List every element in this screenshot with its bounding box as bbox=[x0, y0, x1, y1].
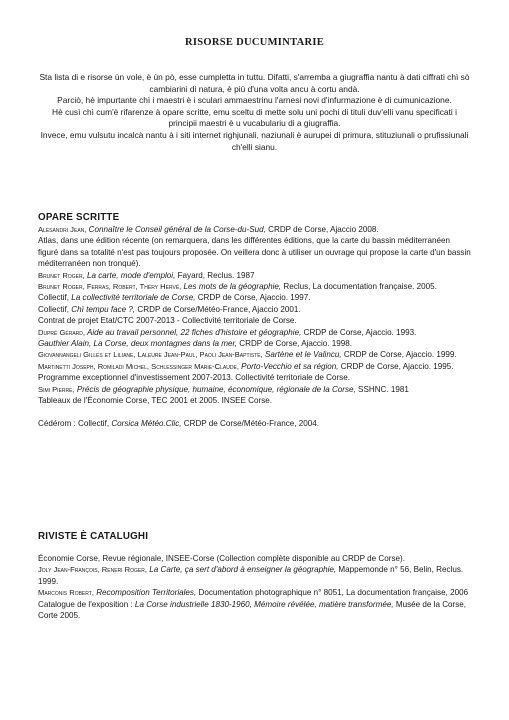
entry-author: Cédérom : Collectif, bbox=[38, 418, 110, 428]
bibliography-entry bbox=[38, 418, 471, 429]
entry-title: Gauthier Alain, La Corse, deux montagnes dans la mer, bbox=[38, 339, 238, 349]
entry-text: Programme exceptionnel d'investissement 2007-2013. Collectivité territoriale de Corse. bbox=[38, 373, 350, 383]
bibliography-entry bbox=[38, 587, 471, 598]
entry-publisher: Reclus, La documentation française. 2005. bbox=[281, 282, 437, 292]
entry-text: Contrat de projet Etat/CTC 2007-2013 - Collectivité territoriale de Corse. bbox=[38, 316, 297, 326]
riviste-list bbox=[38, 553, 471, 621]
entry-title: Les mots de la géographie, bbox=[181, 282, 282, 292]
bibliography-entry bbox=[38, 304, 471, 315]
entry-publisher: Musée de la Corse, Corte 2005. bbox=[38, 599, 467, 621]
entry-title: Connaître le Conseil général de la Corse-du-Sud, bbox=[86, 225, 266, 234]
entry-author: Brunet Roger, bbox=[38, 270, 85, 280]
entry-author: Catalogue de l'exposition : bbox=[38, 599, 133, 609]
entry-publisher: CRDP de Corse, Ajaccio. 1993. bbox=[301, 327, 417, 337]
bibliography-entry bbox=[38, 270, 471, 281]
bibliography-entry bbox=[38, 361, 471, 372]
entry-text: Économie Corse, Revue régionale, INSEE-Corse (Collection complète disponible au CRDP de Corse). bbox=[38, 554, 405, 563]
bibliography-entry bbox=[38, 224, 471, 235]
entry-publisher: Documentation photographique n° 8051, La documentation française, 2006 bbox=[196, 588, 469, 598]
entry-author: Giovannangeli Gilles et Liliane, Laleure Jean-Paul, Paoli Jean-Baptiste, bbox=[38, 350, 263, 360]
bibliography-entry bbox=[38, 372, 471, 383]
entry-publisher: Fayard, Reclus. 1987 bbox=[175, 270, 255, 280]
entry-title: Chì tempu face ?, bbox=[69, 304, 136, 314]
entry-publisher: CRDP de Corse, Ajaccio. 1997. bbox=[195, 293, 311, 303]
section-heading-opare: OPARE SCRITTE bbox=[38, 212, 120, 223]
entry-publisher: CRDP de Corse/Météo-France, 2004. bbox=[181, 418, 320, 428]
bibliography-entry bbox=[38, 315, 471, 326]
entry-publisher: CRDP de Corse, Ajaccio. 1998. bbox=[237, 339, 353, 349]
entry-publisher: CRDP de Corse/Météo-France, Ajaccio 2001. bbox=[135, 304, 301, 314]
bibliography-entry bbox=[38, 349, 471, 360]
entry-title: La carte, mode d'emploi, bbox=[84, 270, 176, 280]
entry-publisher: Mappemonde n° 56, Belin, Reclus. 1999. bbox=[38, 565, 464, 586]
page-title: RISORSE DUCUMINTARIE bbox=[184, 37, 325, 48]
entry-publisher: CRDP de Corse, Ajaccio. 1995. bbox=[338, 361, 454, 371]
entry-author: Dupré Gérard, bbox=[38, 327, 86, 337]
intro-paragraph bbox=[38, 72, 471, 153]
entry-author: Joly Jean-François, Reneri Roger, bbox=[38, 565, 147, 575]
intro-line: Sta lista di e risorse ùn vole, è ùn pò, esse cumpletta in tuttu. Difatti, s'arremba a giugraffia nantu à dati ciffrati chì sò cambiarini di natura, è più d'una volta ancu à cortu andà. bbox=[39, 72, 470, 94]
entry-author: Collectif, bbox=[38, 293, 70, 303]
entry-author: Brunet Roger, Ferras, Robert, Théry Hervé, bbox=[38, 282, 182, 292]
entry-title: La Carte, ça sert d'abord à enseigner la géographie, bbox=[146, 565, 337, 575]
intro-line: Parciò, hè impurtante chì i maestri è i sculari ammaestrinu l'arnesi novi d'infurmazione è di cumunicazione. bbox=[57, 95, 452, 106]
bibliography-entry bbox=[38, 395, 471, 406]
entry-title: La Corse industrielle 1830-1960, Mémoire révélée, matière transformée, bbox=[132, 599, 394, 609]
entry-title: La collectivité territoriale de Corse, bbox=[69, 293, 196, 303]
entry-author: Alesandri Jean, bbox=[38, 225, 87, 234]
section-heading-riviste: RIVISTE È CATALUGHI bbox=[38, 531, 149, 542]
intro-line: Invece, emu vulsutu incalcà nantu à i siti internet righjunali, naziunali è aurupei di primura, stituziunali o prufissiunali ch'elli sianu. bbox=[40, 129, 469, 152]
entry-author: Simi Pierre, bbox=[38, 384, 75, 394]
bibliography-entry bbox=[38, 235, 471, 269]
bibliography-entry bbox=[38, 599, 471, 622]
entry-author: Marconis Robert, bbox=[38, 588, 94, 598]
bibliography-entry bbox=[38, 281, 471, 292]
entry-title: Aide au travail personnel, 22 fiches d'histoire et géographie, bbox=[85, 327, 302, 337]
bibliography-entry bbox=[38, 338, 471, 349]
entry-title: Recomposition Territoriales, bbox=[93, 588, 197, 598]
bibliography-entry bbox=[38, 553, 471, 564]
bibliography-entry bbox=[38, 327, 471, 338]
entry-title: Sartène et le Valincu, bbox=[262, 350, 342, 360]
entry-author: Collectif, bbox=[38, 304, 70, 314]
entry-text: Tableaux de l'Économie Corse, TEC 2001 et 2005. INSEE Corse. bbox=[38, 396, 272, 406]
entry-title: Corsica Météo.Clic, bbox=[109, 418, 182, 428]
intro-line: Hè cusì chì cum'è rifarenze à opare scritte, emu sceltu di mette solu uni pochi di tituli duv'elli vanu specificati i principii maestri è u vucabulariu di a giugraffia. bbox=[52, 106, 457, 129]
entry-title: Porto-Vecchio et sa région, bbox=[238, 361, 339, 371]
spacer bbox=[38, 407, 471, 418]
entry-publisher: SSHNC. 1981 bbox=[355, 384, 409, 394]
opare-list bbox=[38, 224, 471, 429]
bibliography-entry bbox=[38, 384, 471, 395]
entry-title: Précis de géographie physique, humaine, économique, régionale de la Corse, bbox=[74, 384, 356, 394]
entry-author: Martinetti Joseph, Romiladi Michel, Schlessinger Marie-Claude, bbox=[38, 361, 239, 371]
bibliography-entry bbox=[38, 292, 471, 303]
bibliography-entry bbox=[38, 564, 471, 587]
entry-publisher: CRDP de Corse, Ajaccio. 1999. bbox=[341, 350, 457, 360]
entry-publisher: CRDP de Corse, Ajaccio 2008. bbox=[265, 225, 379, 234]
entry-text: Atlas, dans une édition récente (on remarquera, dans les différentes éditions, que la carte du bassin méditerranéen figuré dans sa totalité n'est pas toujours proposée. On veillera donc à utiliser un ouvrage qui propose la carte d'un bassin méditerranéen non tronqué). bbox=[38, 236, 471, 269]
